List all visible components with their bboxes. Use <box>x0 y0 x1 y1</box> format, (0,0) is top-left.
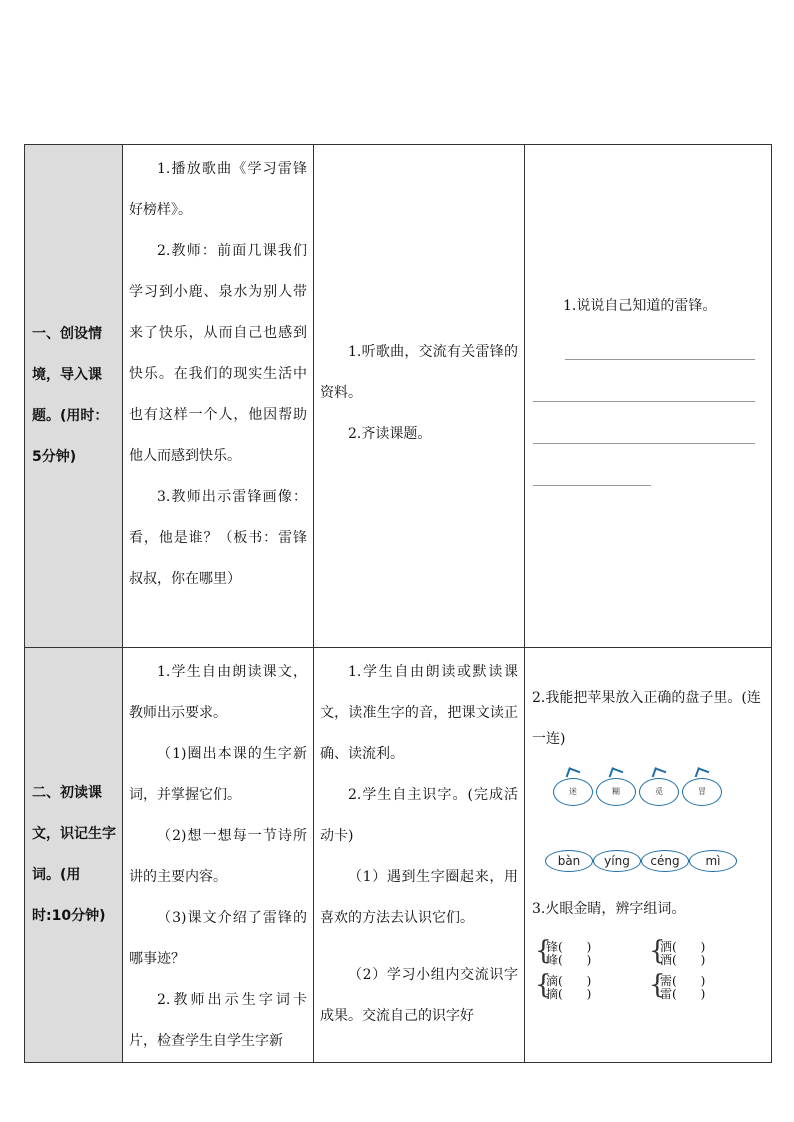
teacher-step: 1.学生自由朗读课文，教师出示要求。 <box>129 664 307 721</box>
brace-icon: { <box>535 970 552 1000</box>
stage-cell <box>25 648 123 1063</box>
student-step: （1）遇到生字圈起来，用喜欢的方法去认识它们。 <box>320 869 518 926</box>
word-group[interactable]: 锋( ) 峰( ) <box>546 940 592 967</box>
plate-card[interactable]: mì <box>689 850 737 872</box>
student-step: 2.齐读课题。 <box>348 426 432 442</box>
table-row <box>25 648 772 1063</box>
student-step: 2.学生自主识字。(完成活动卡) <box>320 787 518 844</box>
teacher-activity-cell <box>123 648 314 1063</box>
teacher-step: （2)想一想每一节诗所讲的主要内容。 <box>129 828 307 885</box>
word-group[interactable]: 需( ) 雷( ) <box>660 974 706 1001</box>
teacher-step: （3)课文介绍了雷锋的哪事迹？ <box>129 910 307 967</box>
student-activity-cell <box>314 145 525 648</box>
apple-card[interactable]: 糊 <box>596 778 636 806</box>
plate-card[interactable]: céng <box>641 850 689 872</box>
practice-question: 3.火眼金睛，辨字组词。 <box>532 901 686 917</box>
plate-card[interactable]: bàn <box>545 850 593 872</box>
apple-card[interactable]: 觅 <box>639 778 679 806</box>
brace-icon: { <box>649 936 666 966</box>
answer-line[interactable] <box>533 443 755 444</box>
practice-cell <box>525 145 772 648</box>
word-group[interactable]: 滴( ) 摘( ) <box>546 974 592 1001</box>
practice-cell <box>525 648 772 1063</box>
word-group[interactable]: 洒( ) 酒( ) <box>660 940 706 967</box>
teacher-activity-cell <box>123 145 314 648</box>
stage-label: 二、初读课文，识记生字词。(用时:10分钟) <box>32 785 116 924</box>
brace-icon: { <box>535 936 552 966</box>
stage-cell <box>25 145 123 648</box>
student-step: 1.学生自由朗读或默读课文，读准生字的音，把课文读正确、读流利。 <box>320 664 518 762</box>
stage-label: 一、创设情境，导入课题。(用时：5分钟) <box>32 326 109 465</box>
teacher-step: 1.播放歌曲《学习雷锋好榜样》。 <box>129 161 307 218</box>
teacher-step: 2.教师出示生字词卡片，检查学生自学生字新 <box>129 992 307 1049</box>
student-step: 1.听歌曲，交流有关雷锋的资料。 <box>320 344 518 401</box>
answer-line[interactable] <box>565 359 755 360</box>
practice-question: 2.我能把苹果放入正确的盘子里。(连一连) <box>532 690 761 747</box>
student-activity-cell <box>314 648 525 1063</box>
table-row <box>25 145 772 648</box>
answer-line[interactable] <box>533 485 651 486</box>
answer-line[interactable] <box>533 401 755 402</box>
apple-card[interactable]: 冒 <box>682 778 722 806</box>
practice-question: 1.说说自己知道的雷锋。 <box>563 298 717 314</box>
teacher-step: 2.教师：前面几课我们学习到小鹿、泉水为别人带来了快乐，从而自己也感到快乐。在我们的现实生活中也有这样一个人，他因帮助他人而感到快乐。 <box>129 243 307 464</box>
plate-card[interactable]: yíng <box>593 850 641 872</box>
student-step: （2）学习小组内交流识字成果。交流自己的识字好 <box>320 967 518 1024</box>
teacher-step: 3.教师出示雷锋画像：看，他是谁？（板书：雷锋叔叔，你在哪里） <box>129 489 307 587</box>
brace-icon: { <box>649 970 666 1000</box>
lesson-plan-table <box>24 144 772 1063</box>
apple-card[interactable]: 迷 <box>553 778 593 806</box>
teacher-step: （1)圈出本课的生字新词，并掌握它们。 <box>129 746 307 803</box>
